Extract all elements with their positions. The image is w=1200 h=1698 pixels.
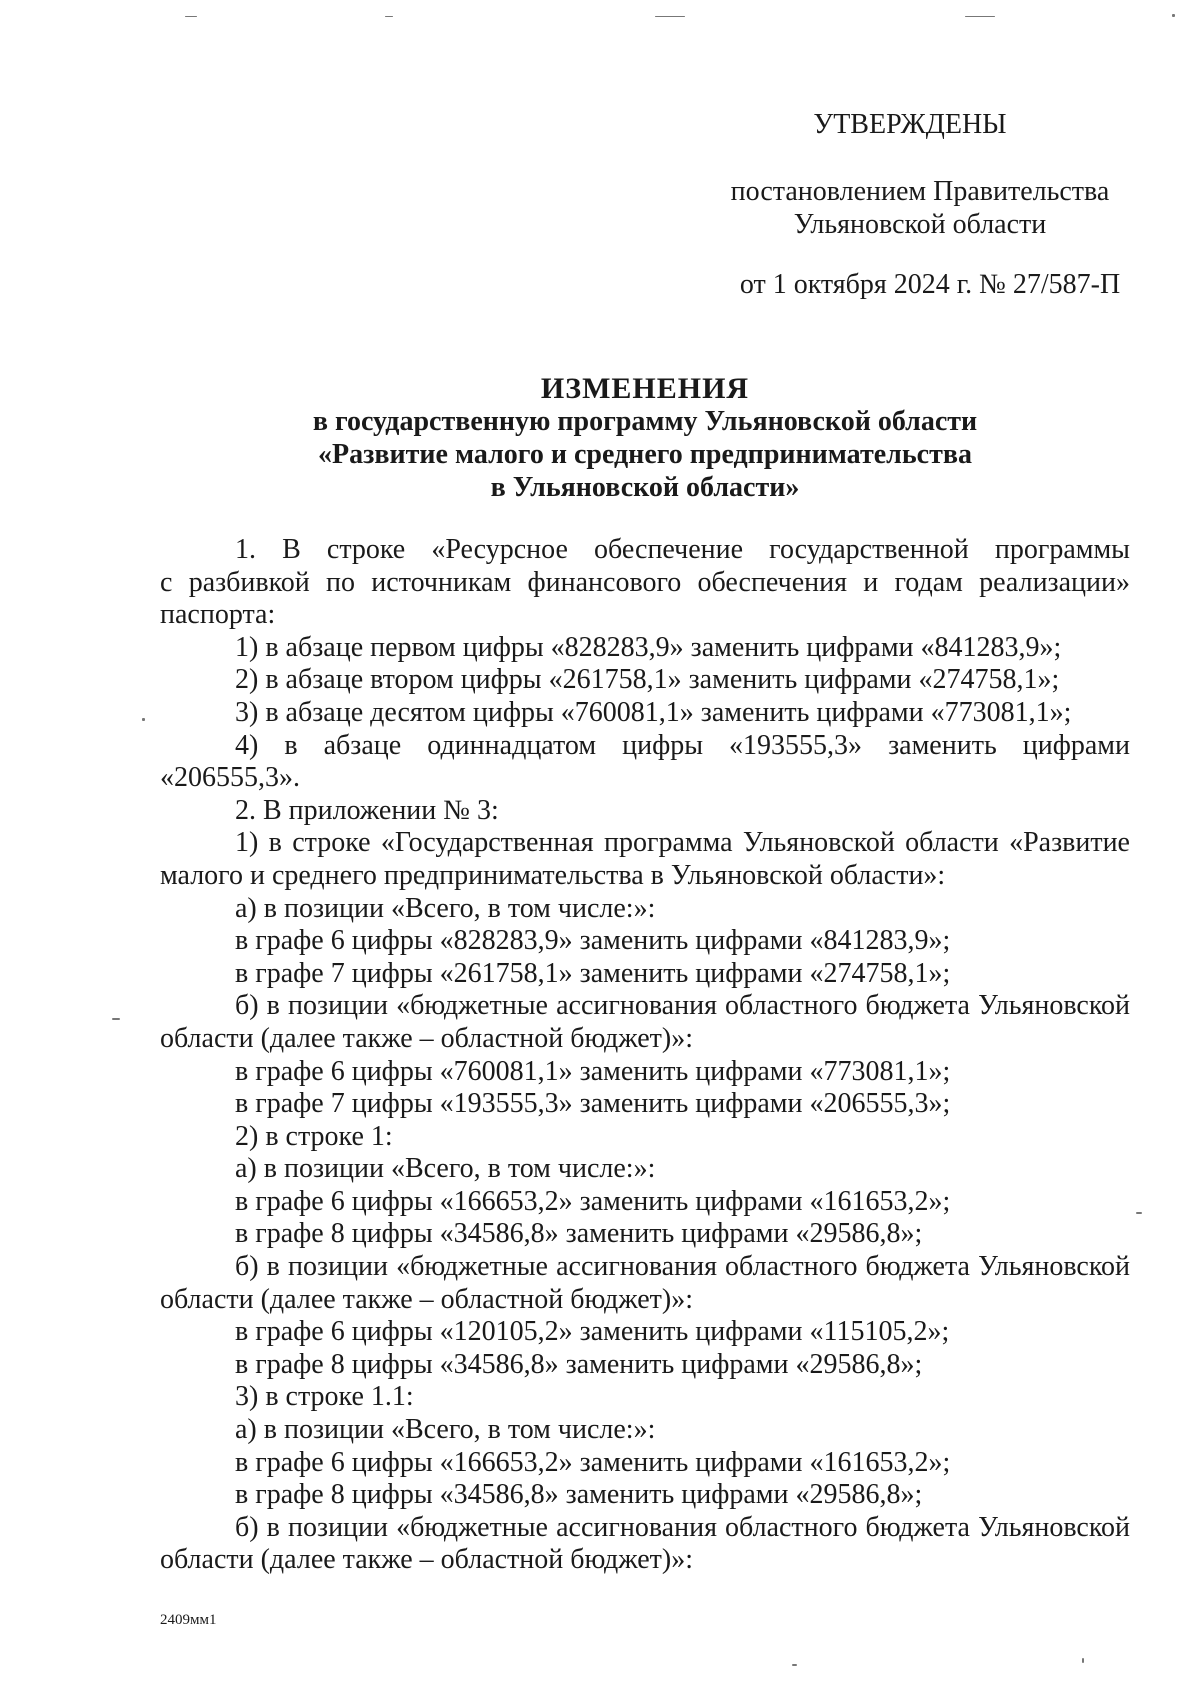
scan-speck — [1136, 1212, 1142, 1214]
text-line: 2) в строке 1: — [235, 1120, 393, 1152]
text-line: 3) в абзаце десятом цифры «760081,1» заменить цифрами «773081,1»; — [235, 696, 1072, 728]
text-line: области (далее также – областной бюджет)»: — [160, 1544, 693, 1576]
scan-speck — [965, 16, 995, 17]
text-line: а) в позиции «Всего, в том числе:»: — [235, 1153, 656, 1185]
text-line: 4) в абзаце одиннадцатом цифры «193555,3» заменить цифрами — [235, 729, 1130, 761]
text-line: области (далее также – областной бюджет)»: — [160, 1022, 693, 1054]
document-body — [160, 534, 1130, 1577]
text-line: а) в позиции «Всего, в том числе:»: — [235, 892, 656, 924]
text-line: в графе 8 цифры «34586,8» заменить цифрами «29586,8»; — [235, 1479, 923, 1511]
document-code: 2409мм1 — [160, 1612, 217, 1628]
text-line: б) в позиции «бюджетные ассигнования областного бюджета Ульяновской — [235, 1511, 1130, 1543]
scan-speck — [655, 16, 685, 17]
scan-speck — [112, 1018, 120, 1020]
text-line: паспорта: — [160, 599, 276, 631]
scan-speck — [185, 16, 197, 17]
scan-speck — [1082, 1658, 1084, 1663]
decree-number — [700, 268, 1140, 301]
text-line: в графе 6 цифры «828283,9» заменить цифрами «841283,9»; — [235, 925, 951, 957]
text-line: в графе 6 цифры «166653,2» заменить цифрами «161653,2»; — [235, 1185, 951, 1217]
text-line: 3) в строке 1.1: — [235, 1381, 414, 1413]
text-line: в графе 7 цифры «261758,1» заменить цифрами «274758,1»; — [235, 957, 951, 989]
text-line: б) в позиции «бюджетные ассигнования областного бюджета Ульяновской — [235, 1251, 1130, 1283]
text-line: в графе 8 цифры «34586,8» заменить цифрами «29586,8»; — [235, 1218, 923, 1250]
text-line: области (далее также – областной бюджет)»: — [160, 1283, 693, 1315]
text-line: малого и среднего предпринимательства в Ульяновской области»: — [160, 859, 946, 891]
text-line: в графе 6 цифры «120105,2» заменить цифрами «115105,2»; — [235, 1316, 950, 1348]
text-line: с разбивкой по источникам финансового обеспечения и годам реализации» — [160, 566, 1130, 598]
decree-line-2: Ульяновской области — [793, 209, 1047, 240]
text-line: в графе 6 цифры «166653,2» заменить цифрами «161653,2»; — [235, 1446, 951, 1478]
decree-number-text: от 1 октября 2024 г. № 27/587-П — [739, 269, 1121, 300]
scan-speck — [1172, 14, 1175, 17]
approved-label: УТВЕРЖДЕНЫ — [813, 109, 1007, 140]
text-line: 1) в абзаце первом цифры «828283,9» заменить цифрами «841283,9»; — [235, 631, 1062, 663]
title-main: ИЗМЕНЕНИЯ — [540, 372, 750, 405]
scan-speck — [792, 1664, 797, 1666]
scan-speck — [385, 16, 393, 17]
decree-reference — [700, 175, 1140, 241]
text-line: 1. В строке «Ресурсное обеспечение государственной программы — [235, 534, 1130, 565]
scan-speck — [142, 718, 145, 721]
title-line-3: «Развитие малого и среднего предпринимательства — [318, 439, 972, 470]
text-line: «206555,3». — [160, 762, 300, 794]
text-line: в графе 7 цифры «193555,3» заменить цифрами «206555,3»; — [235, 1088, 951, 1120]
text-line: в графе 8 цифры «34586,8» заменить цифрами «29586,8»; — [235, 1348, 923, 1380]
text-line: 2) в абзаце втором цифры «261758,1» заменить цифрами «274758,1»; — [235, 664, 1060, 696]
text-line: 2. В приложении № 3: — [235, 794, 499, 826]
title-line-2: в государственную программу Ульяновской области — [312, 406, 978, 437]
decree-line-1: постановлением Правительства — [730, 176, 1110, 207]
text-line: 1) в строке «Государственная программа Ульяновской области «Развитие — [235, 827, 1130, 859]
text-line: а) в позиции «Всего, в том числе:»: — [235, 1414, 656, 1446]
document-title — [160, 372, 1130, 504]
text-line: в графе 6 цифры «760081,1» заменить цифрами «773081,1»; — [235, 1055, 951, 1087]
text-line: б) в позиции «бюджетные ассигнования областного бюджета Ульяновской — [235, 990, 1130, 1022]
title-line-4: в Ульяновской области» — [490, 472, 800, 503]
